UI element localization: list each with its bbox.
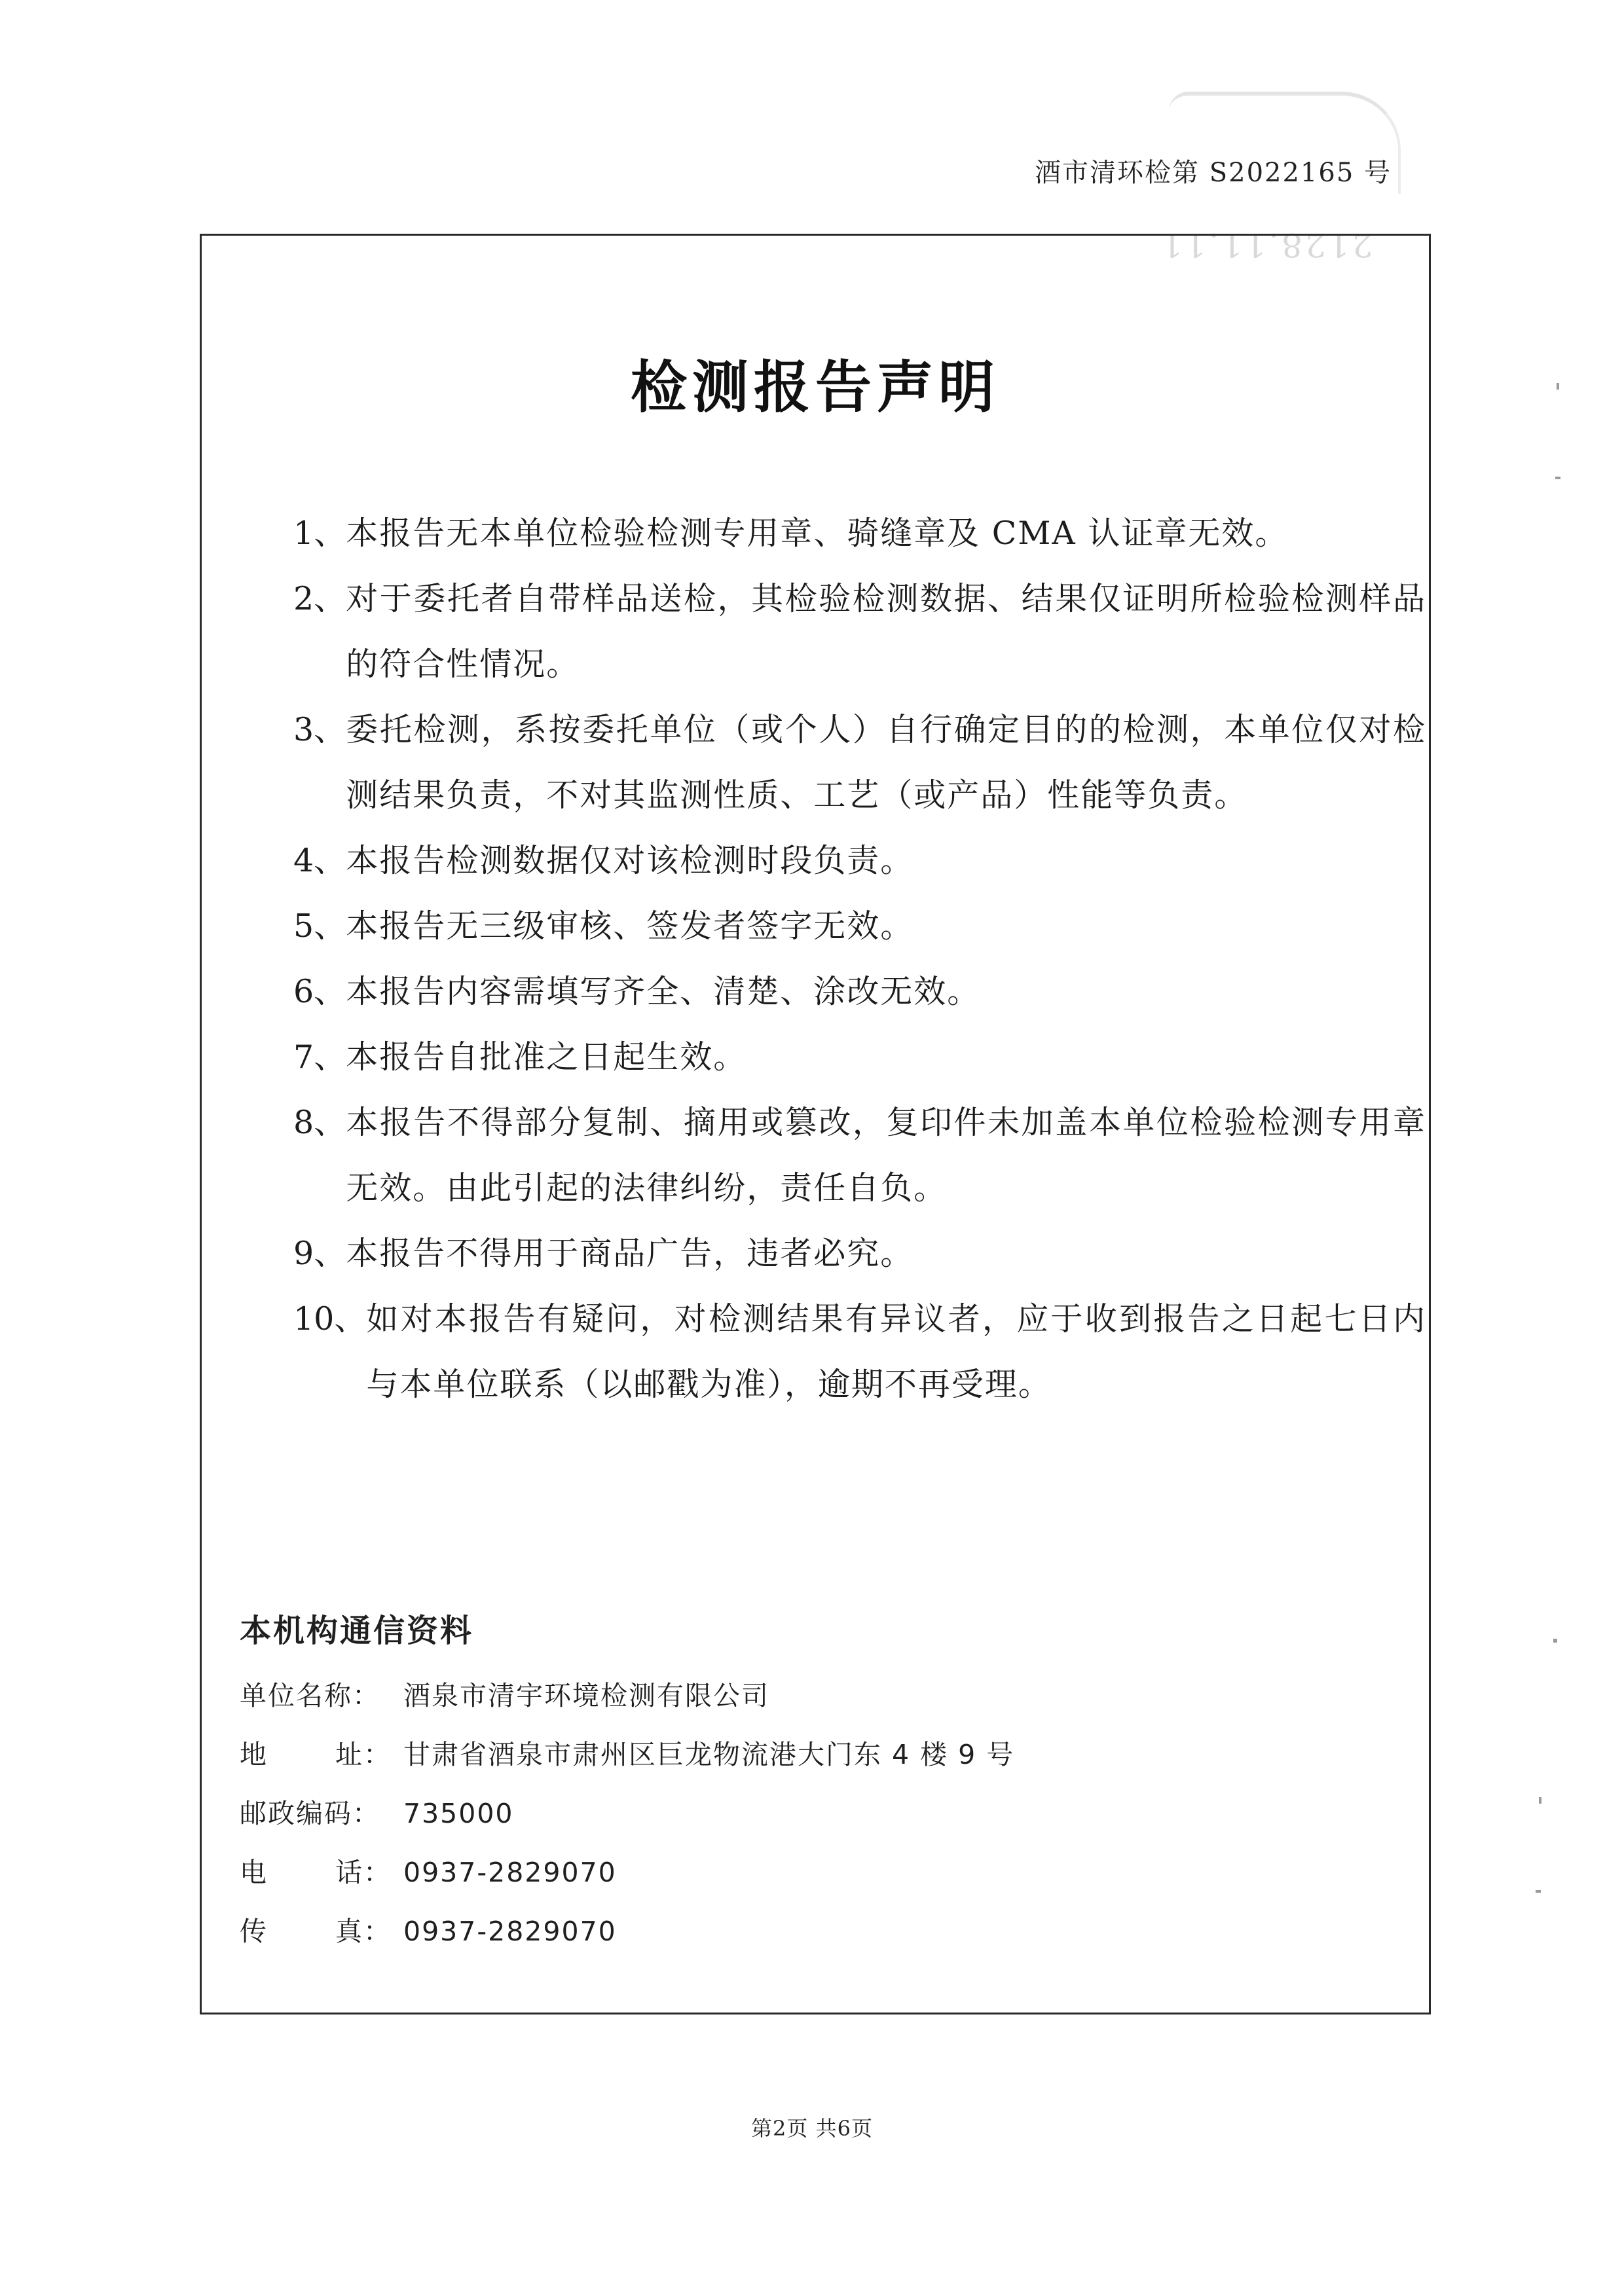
- clause-text: 本报告不得部分复制、摘用或篡改，复印件未加盖本单位检验检测专用章无效。由此引起的法律纠纷，责任自负。: [346, 1104, 1426, 1207]
- clause-item: [293, 697, 1426, 828]
- page-title: 检测报告声明: [631, 354, 1000, 420]
- contact-value: 735000: [403, 1798, 514, 1829]
- clause-text: 本报告不得用于商品广告，违者必究。: [346, 1235, 914, 1272]
- contact-row-phone: [240, 1843, 1353, 1902]
- contact-heading: 本机构通信资料: [240, 1613, 474, 1649]
- contact-label: [240, 1666, 403, 1725]
- page-number: 第2页 共6页: [751, 2116, 873, 2141]
- contact-row-address: [240, 1725, 1353, 1784]
- clause-item: [293, 894, 1426, 959]
- scan-speck: [1557, 383, 1559, 390]
- clause-number: 6、: [293, 973, 346, 1010]
- clause-number: 8、: [293, 1104, 346, 1141]
- contact-label-suffix: 真：: [335, 1916, 392, 1947]
- clause-item: [293, 1221, 1426, 1286]
- clause-text: 对于委托者自带样品送检，其检验检测数据、结果仅证明所检验检测样品的符合性情况。: [346, 580, 1426, 683]
- contact-label: [240, 1725, 403, 1784]
- clause-item: [293, 566, 1426, 697]
- clause-number: 2、: [293, 580, 346, 617]
- clause-text: 本报告自批准之日起生效。: [346, 1038, 747, 1076]
- scan-speck: [1539, 1797, 1541, 1804]
- clause-number: 5、: [293, 907, 346, 945]
- clause-item: [293, 1025, 1426, 1090]
- clause-item: [293, 1286, 1426, 1417]
- contact-label-text: 单位名称：: [240, 1680, 380, 1711]
- clause-number: 9、: [293, 1235, 346, 1272]
- contact-label-text: 传: [240, 1916, 268, 1947]
- clause-number: 1、: [293, 515, 346, 552]
- contact-label-text: 邮政编码：: [240, 1798, 380, 1829]
- contact-label: [240, 1902, 403, 1961]
- contact-section: [240, 1601, 1353, 1961]
- clause-text: 如对本报告有疑问，对检测结果有异议者，应于收到报告之日起七日内与本单位联系（以邮戳为准），逾期不再受理。: [366, 1300, 1426, 1403]
- contact-label: [240, 1784, 403, 1843]
- clause-number: 10、: [293, 1300, 367, 1338]
- clause-text: 本报告内容需填写齐全、清楚、涂改无效。: [346, 973, 981, 1010]
- contact-value: 酒泉市清宇环境检测有限公司: [403, 1680, 769, 1711]
- statement-frame: [200, 234, 1431, 2014]
- bleed-through-number: 2128.11.11: [1159, 226, 1373, 264]
- clause-list: [293, 501, 1426, 1417]
- clause-text: 本报告无三级审核、签发者签字无效。: [346, 907, 914, 945]
- clause-number: 3、: [293, 711, 346, 748]
- contact-label-text: 电: [240, 1857, 268, 1888]
- contact-label-suffix: 话：: [335, 1857, 392, 1888]
- clause-item: [293, 501, 1426, 566]
- contact-row-fax: [240, 1902, 1353, 1961]
- clause-text: 本报告无本单位检验检测专用章、骑缝章及 CMA 认证章无效。: [346, 515, 1289, 552]
- scan-speck: [1536, 1890, 1541, 1893]
- clause-item: [293, 828, 1426, 894]
- contact-value: 甘肃省酒泉市肃州区巨龙物流港大门东 4 楼 9 号: [403, 1739, 1015, 1770]
- clause-number: 7、: [293, 1038, 346, 1076]
- clause-text: 委托检测，系按委托单位（或个人）自行确定目的的检测，本单位仅对检测结果负责，不对其监测性质、工艺（或产品）性能等负责。: [346, 711, 1426, 814]
- clause-number: 4、: [293, 842, 346, 879]
- contact-label-text: 地: [240, 1739, 268, 1770]
- contact-label-suffix: 址：: [335, 1739, 392, 1770]
- clause-text: 本报告检测数据仅对该检测时段负责。: [346, 842, 914, 879]
- scan-speck: [1555, 477, 1560, 479]
- contact-value: 0937-2829070: [403, 1857, 617, 1888]
- contact-row-postcode: [240, 1784, 1353, 1843]
- contact-label: [240, 1843, 403, 1902]
- contact-row-company: [240, 1666, 1353, 1725]
- clause-item: [293, 959, 1426, 1025]
- scan-speck: [1553, 1639, 1557, 1643]
- clause-item: [293, 1090, 1426, 1221]
- report-number: 酒市清环检第 S2022165 号: [1035, 158, 1392, 188]
- contact-value: 0937-2829070: [403, 1916, 617, 1947]
